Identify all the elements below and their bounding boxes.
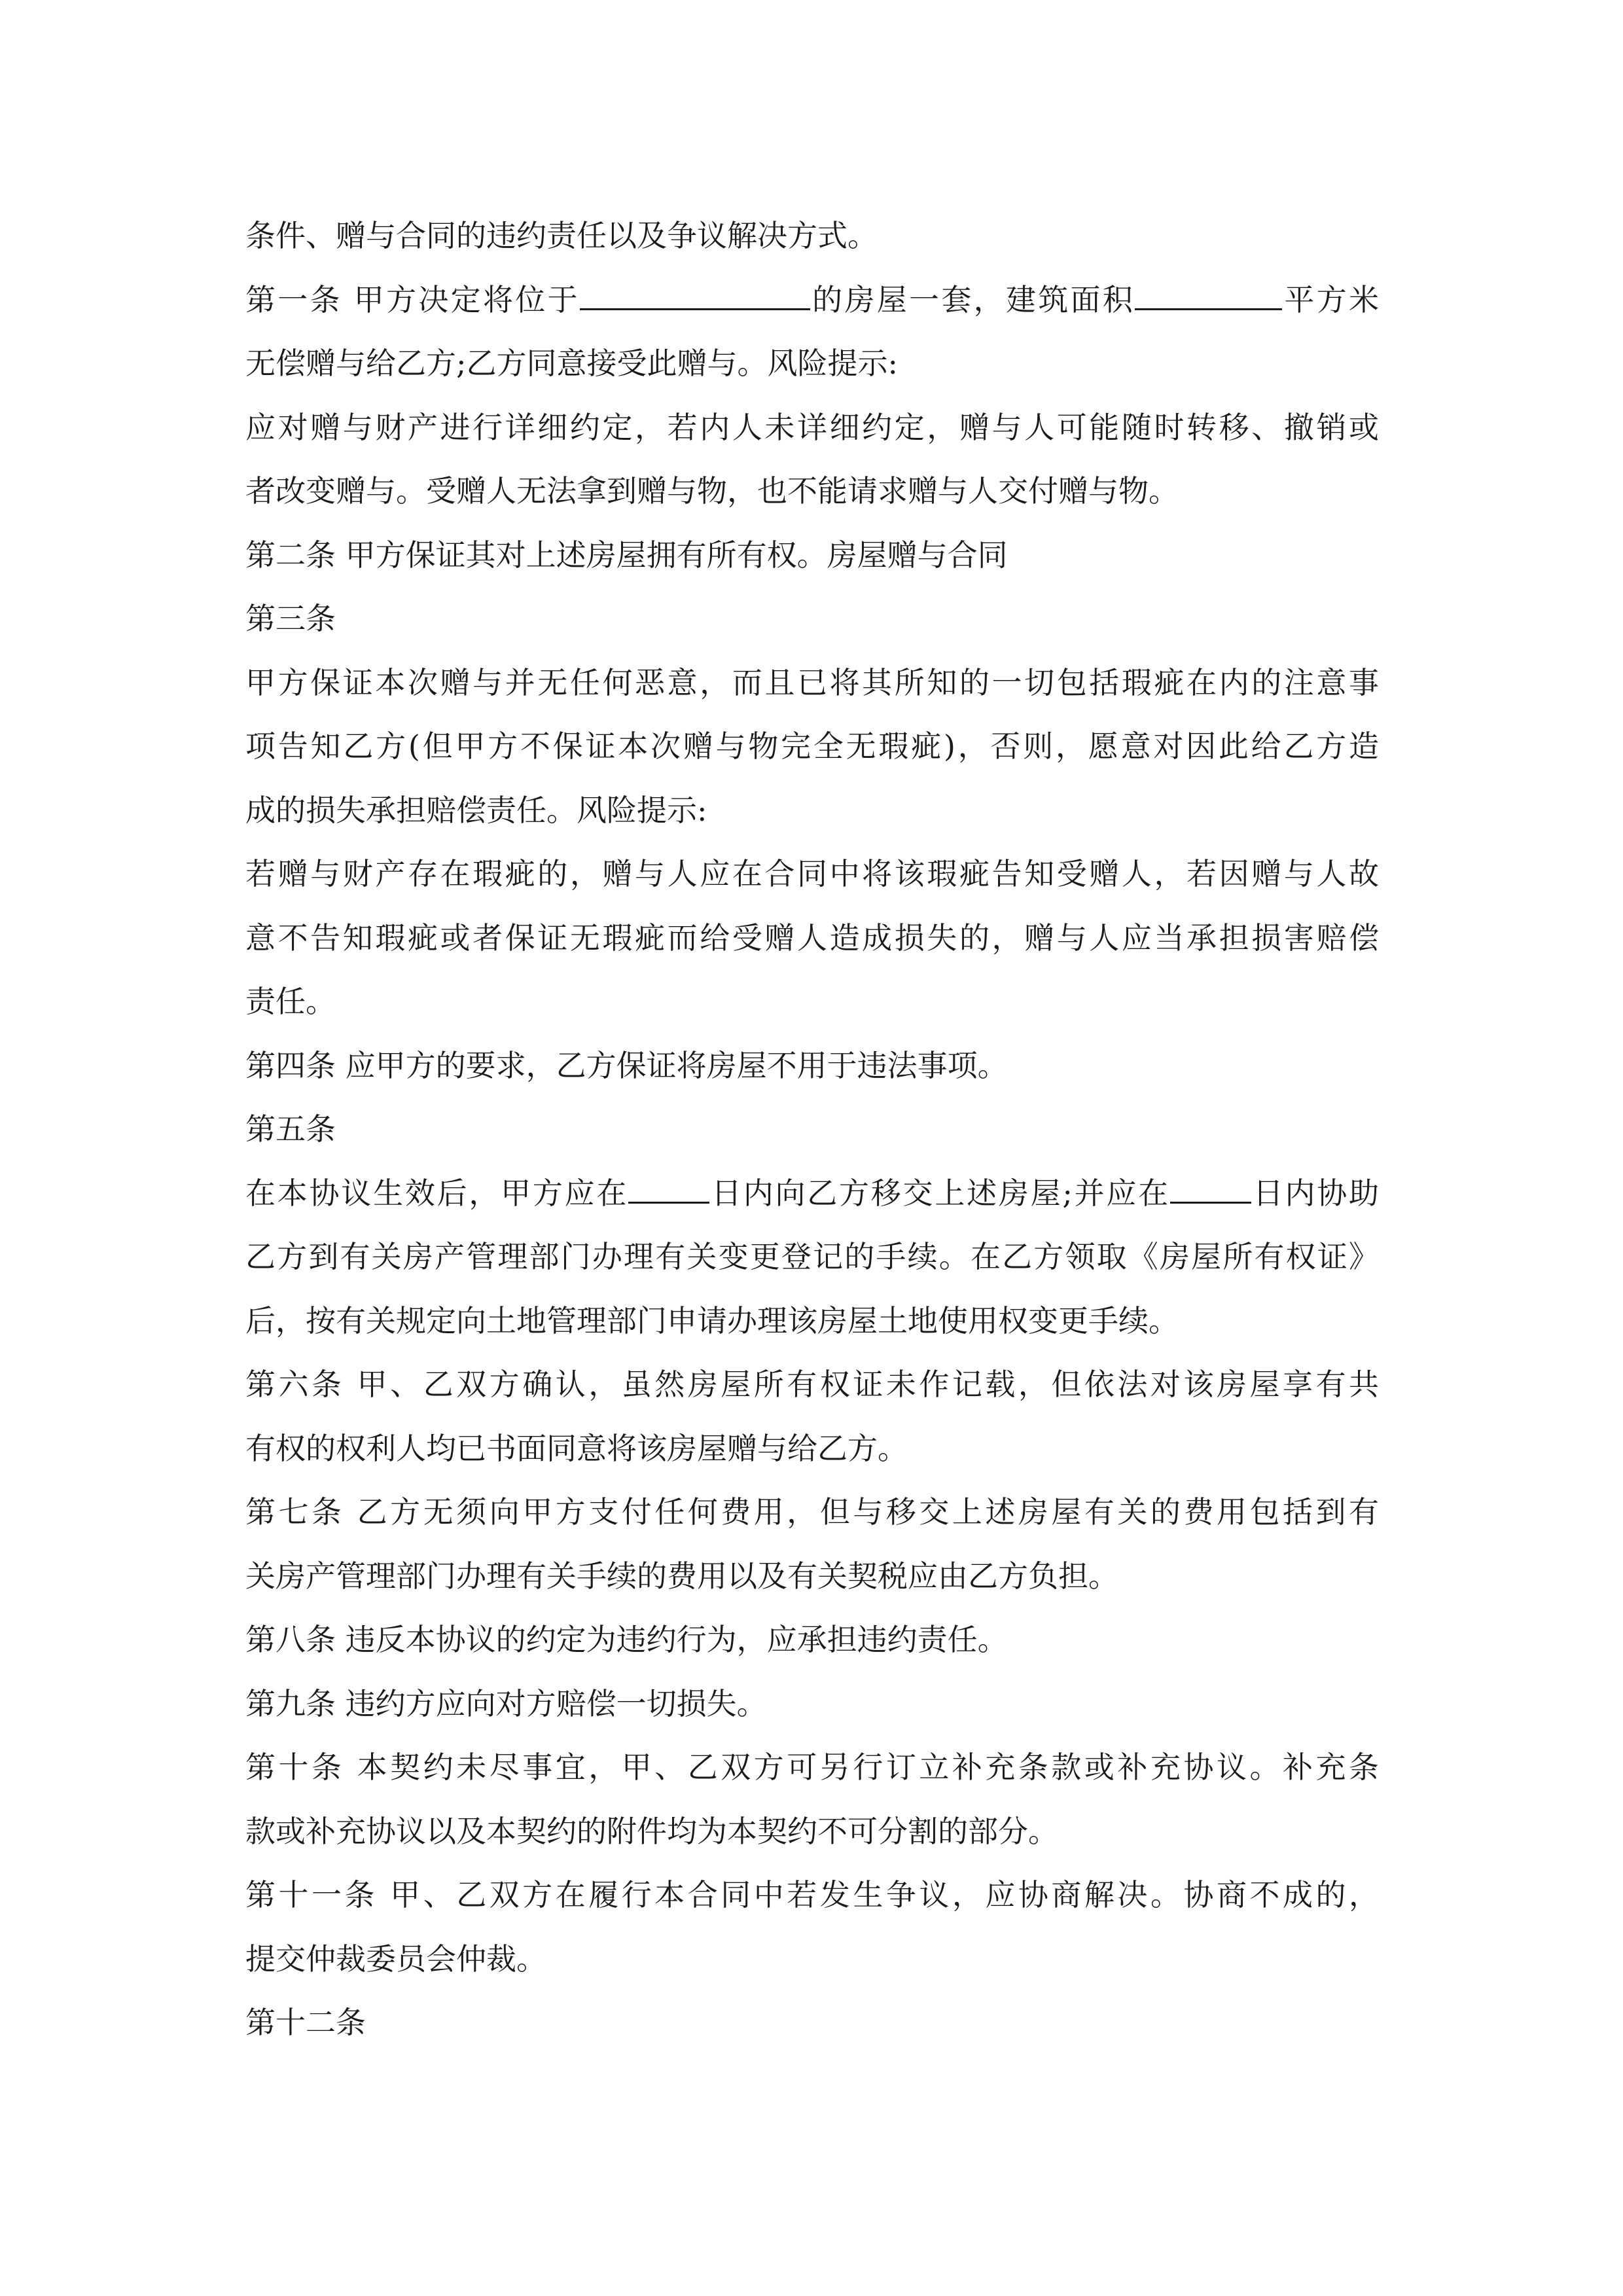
text-line: 甲方保证本次赠与并无任何恶意，而且已将其所知的一切包括瑕疵在内的注意事 xyxy=(245,664,1379,700)
text-segment: 平方米 xyxy=(1282,281,1379,317)
text-line: 若赠与财产存在瑕疵的，赠与人应在合同中将该瑕疵告知受赠人，若因赠与人故 xyxy=(245,856,1379,891)
text-segment: 第一条 甲方决定将位于 xyxy=(245,281,580,317)
text-line: 第七条 乙方无须向甲方支付任何费用，但与移交上述房屋有关的费用包括到有 xyxy=(245,1494,1379,1530)
clause-heading: 第三条 xyxy=(245,601,336,636)
text-line: 提交仲裁委员会仲裁。 xyxy=(245,1941,546,1977)
document-body xyxy=(245,204,1379,2055)
text-line: 第八条 违反本协议的约定为违约行为，应承担违约责任。 xyxy=(245,1622,1008,1657)
clause-5-line xyxy=(245,1162,1379,1226)
text-line: 乙方到有关房产管理部门办理有关变更登记的手续。在乙方领取《房屋所有权证》 xyxy=(245,1239,1379,1274)
text-line: 项告知乙方(但甲方不保证本次赠与物完全无瑕疵)，否则，愿意对因此给乙方造 xyxy=(245,728,1379,764)
text-line: 第六条 甲、乙双方确认，虽然房屋所有权证未作记载，但依法对该房屋享有共 xyxy=(245,1367,1379,1402)
clause-heading: 第十二条 xyxy=(245,2005,366,2040)
assist-days-blank[interactable] xyxy=(1170,1174,1251,1204)
handover-days-blank[interactable] xyxy=(628,1174,709,1204)
text-line: 关房产管理部门办理有关手续的费用以及有关契税应由乙方负担。 xyxy=(245,1558,1118,1594)
text-line: 第九条 违约方应向对方赔偿一切损失。 xyxy=(245,1685,767,1721)
text-line: 第二条 甲方保证其对上述房屋拥有所有权。房屋赠与合同 xyxy=(245,537,1008,573)
text-line: 第十条 本契约未尽事宜，甲、乙双方可另行订立补充条款或补充协议。补充条 xyxy=(245,1749,1379,1785)
text-line: 成的损失承担赔偿责任。风险提示: xyxy=(245,792,707,828)
text-line: 意不告知瑕疵或者保证无瑕疵而给受赠人造成损失的，赠与人应当承担损害赔偿 xyxy=(245,920,1379,956)
text-segment: 的房屋一套，建筑面积 xyxy=(810,281,1135,317)
text-line: 责任。 xyxy=(245,984,336,1019)
text-segment: 在本协议生效后，甲方应在 xyxy=(245,1175,629,1211)
location-blank[interactable] xyxy=(580,281,810,310)
text-segment: 日内协助 xyxy=(1251,1175,1379,1211)
text-line: 第十一条 甲、乙双方在履行本合同中若发生争议，应协商解决。协商不成的， xyxy=(245,1877,1379,1912)
text-line: 应对赠与财产进行详细约定，若内人未详细约定，赠与人可能随时转移、撤销或 xyxy=(245,409,1379,445)
text-line: 第四条 应甲方的要求，乙方保证将房屋不用于违法事项。 xyxy=(245,1047,1008,1083)
area-blank[interactable] xyxy=(1135,281,1282,310)
text-segment: 日内向乙方移交上述房屋;并应在 xyxy=(709,1175,1170,1211)
text-line: 条件、赠与合同的违约责任以及争议解决方式。 xyxy=(245,218,878,253)
clause-1-line xyxy=(245,268,1379,332)
text-line: 后，按有关规定向土地管理部门申请办理该房屋土地使用权变更手续。 xyxy=(245,1302,1179,1338)
text-line: 款或补充协议以及本契约的附件均为本契约不可分割的部分。 xyxy=(245,1813,1058,1849)
text-line: 有权的权利人均已书面同意将该房屋赠与给乙方。 xyxy=(245,1430,908,1466)
text-line: 无偿赠与给乙方;乙方同意接受此赠与。风险提示: xyxy=(245,346,898,381)
text-line: 者改变赠与。受赠人无法拿到赠与物，也不能请求赠与人交付赠与物。 xyxy=(245,473,1179,509)
clause-heading: 第五条 xyxy=(245,1111,336,1147)
